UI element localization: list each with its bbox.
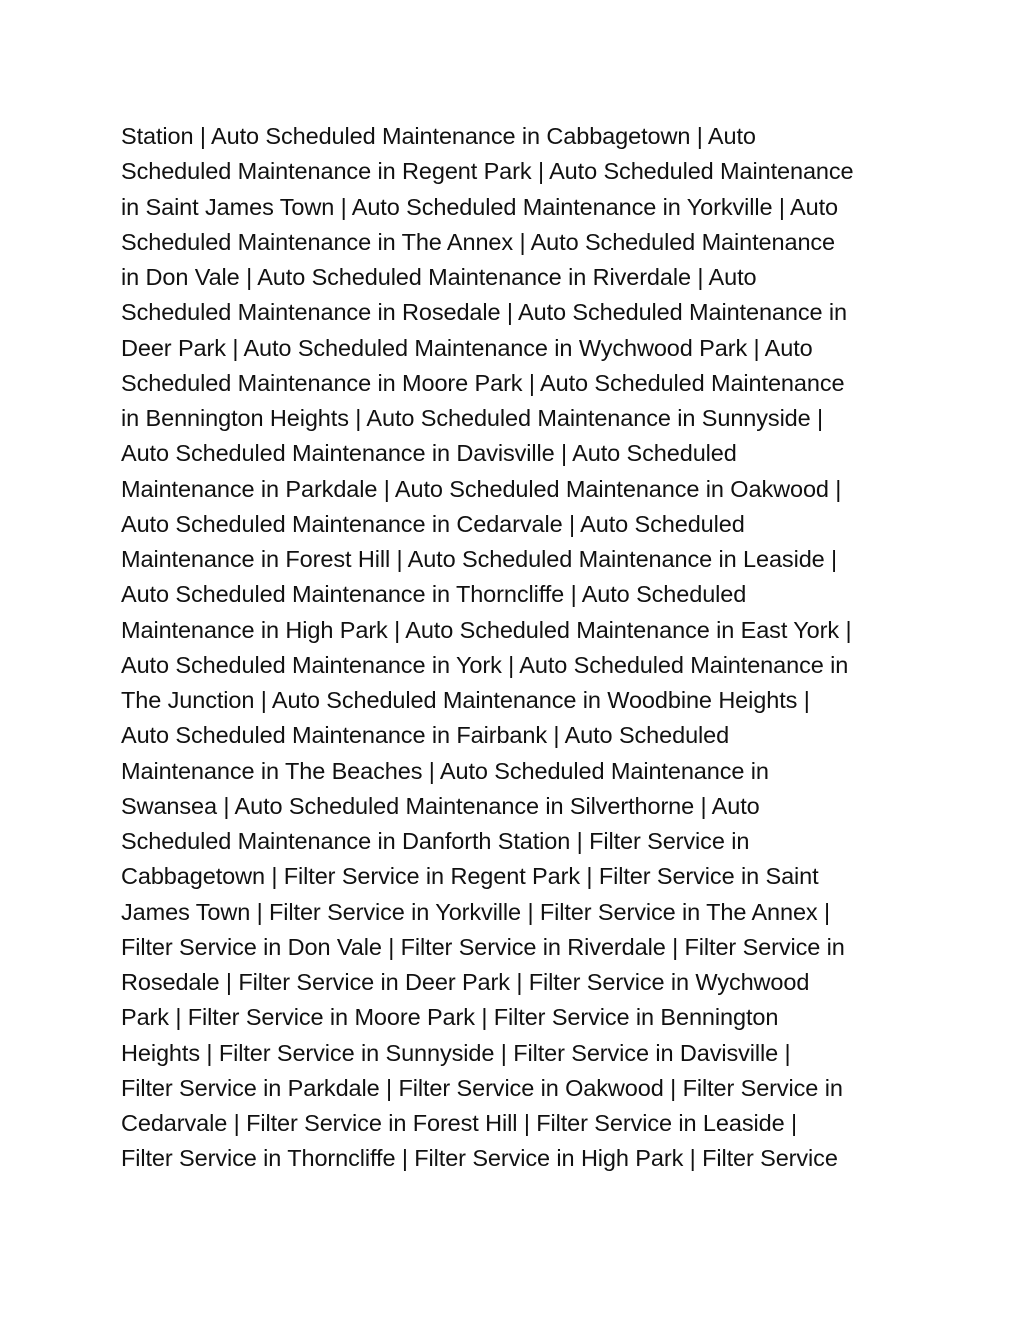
text-line: Cabbagetown | Filter Service in Regent Park | Filter Service in Saint <box>121 863 819 890</box>
text-line: in Bennington Heights | Auto Scheduled Maintenance in Sunnyside | <box>121 405 824 431</box>
text-line: Cedarvale | Filter Service in Forest Hill | Filter Service in Leaside | <box>121 1110 797 1136</box>
document-body <box>121 119 911 1177</box>
text-line: Filter Service in Parkdale | Filter Service in Oakwood | Filter Service in <box>121 1074 843 1101</box>
text-line: Scheduled Maintenance in Moore Park | Auto Scheduled Maintenance <box>121 369 845 396</box>
text-line: Scheduled Maintenance in Rosedale | Auto Scheduled Maintenance in <box>121 299 848 326</box>
text-line: Deer Park | Auto Scheduled Maintenance in Wychwood Park | Auto <box>121 334 813 361</box>
text-line: in Don Vale | Auto Scheduled Maintenance in Riverdale | Auto <box>121 264 757 290</box>
text-line: Filter Service in Thorncliffe | Filter Service in High Park | Filter Service <box>121 1145 838 1172</box>
text-line: Scheduled Maintenance in Regent Park | Auto Scheduled Maintenance <box>121 158 854 185</box>
text-line: Station | Auto Scheduled Maintenance in Cabbagetown | Auto <box>121 123 756 149</box>
text-line: Rosedale | Filter Service in Deer Park | Filter Service in Wychwood <box>121 969 810 995</box>
text-line: The Junction | Auto Scheduled Maintenance in Woodbine Heights | <box>121 687 810 713</box>
text-line: in Saint James Town | Auto Scheduled Maintenance in Yorkville | Auto <box>121 193 838 220</box>
text-line: Auto Scheduled Maintenance in Davisville | Auto Scheduled <box>121 440 737 467</box>
text-line: James Town | Filter Service in Yorkville | Filter Service in The Annex | <box>121 898 831 925</box>
text-line: Auto Scheduled Maintenance in Fairbank | Auto Scheduled <box>121 722 730 749</box>
text-line: Swansea | Auto Scheduled Maintenance in Silverthorne | Auto <box>121 792 760 819</box>
text-line: Park | Filter Service in Moore Park | Filter Service in Bennington <box>121 1004 779 1031</box>
text-line: Heights | Filter Service in Sunnyside | Filter Service in Davisville | <box>121 1039 791 1066</box>
text-line: Scheduled Maintenance in Danforth Station | Filter Service in <box>121 828 750 854</box>
text-line: Scheduled Maintenance in The Annex | Auto Scheduled Maintenance <box>121 228 836 255</box>
text-line: Maintenance in Parkdale | Auto Scheduled Maintenance in Oakwood | <box>121 475 842 502</box>
text-line: Auto Scheduled Maintenance in York | Auto Scheduled Maintenance in <box>121 651 849 678</box>
text-line: Auto Scheduled Maintenance in Cedarvale | Auto Scheduled <box>121 510 745 537</box>
text-line: Maintenance in Forest Hill | Auto Scheduled Maintenance in Leaside | <box>121 546 838 572</box>
text-line: Maintenance in High Park | Auto Scheduled Maintenance in East York | <box>121 616 852 643</box>
text-line: Auto Scheduled Maintenance in Thorncliffe | Auto Scheduled <box>121 581 747 608</box>
text-line: Filter Service in Don Vale | Filter Service in Riverdale | Filter Service in <box>121 933 845 960</box>
text-line: Maintenance in The Beaches | Auto Scheduled Maintenance in <box>121 757 769 784</box>
